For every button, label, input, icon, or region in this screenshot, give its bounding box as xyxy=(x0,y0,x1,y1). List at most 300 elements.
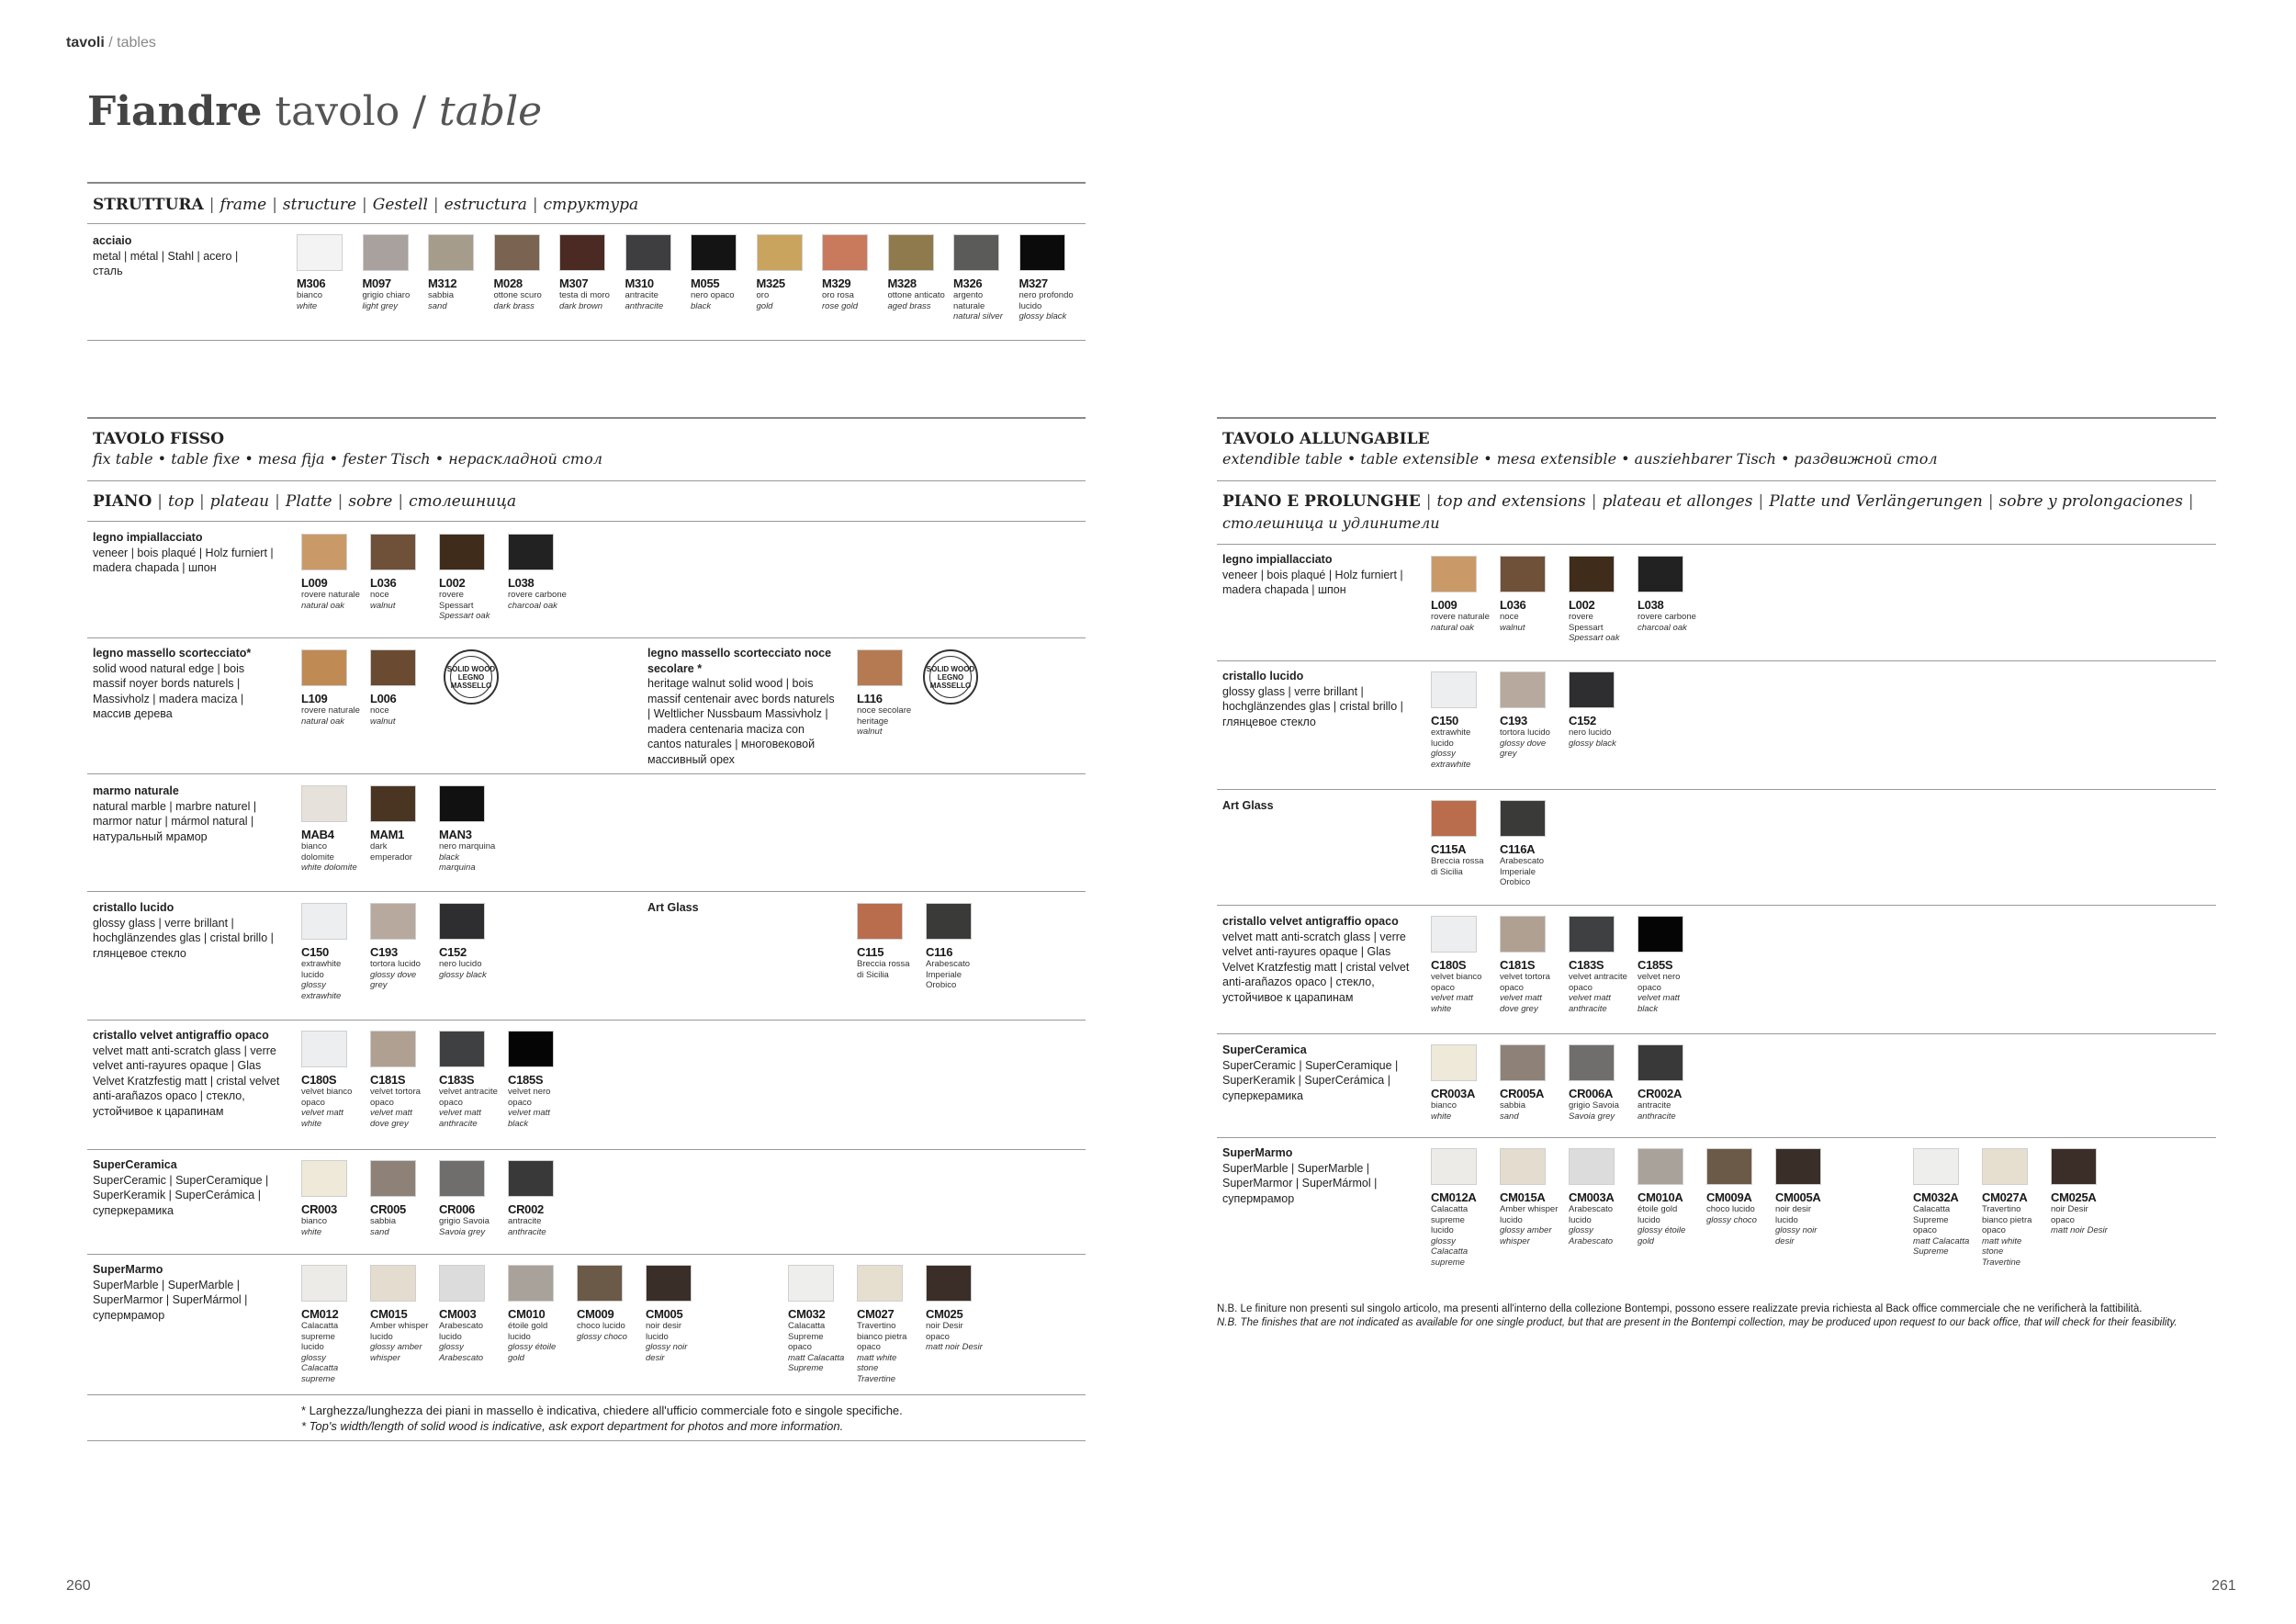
swatch-chip[interactable] xyxy=(1569,1044,1615,1081)
swatch-name-en: white xyxy=(297,300,318,311)
swatch-l036[interactable] xyxy=(370,534,416,611)
swatch-chip[interactable] xyxy=(370,903,416,940)
swatch-name-en: matt Calacatta Supreme xyxy=(1913,1235,1970,1257)
swatch-chip[interactable] xyxy=(1500,916,1546,953)
row-label-ext-veneer: legno impiallacciato veneer | bois plaqué | Holz furniert | madera chapada | шпон xyxy=(1222,553,1403,596)
swatch-chip[interactable] xyxy=(370,1160,416,1197)
swatch-name-en: glossy Arabescato xyxy=(439,1342,484,1363)
swatch-name: noir desir lucido xyxy=(646,1321,682,1342)
swatch-name: ottone scuro xyxy=(493,290,542,300)
swatch-name: ottone anticato xyxy=(887,290,945,300)
swatch-m329[interactable] xyxy=(822,234,868,311)
swatch-m097[interactable] xyxy=(363,234,409,311)
swatch-cm010a[interactable] xyxy=(1638,1148,1686,1246)
swatch-chip[interactable] xyxy=(370,1031,416,1067)
swatch-chip[interactable] xyxy=(1431,1148,1477,1185)
swatch-l036[interactable] xyxy=(1500,556,1546,633)
swatch-code: L038 xyxy=(1638,598,1664,612)
swatch-code: CM032A xyxy=(1913,1190,1959,1204)
swatch-chip[interactable] xyxy=(757,234,803,271)
swatch-code: C150 xyxy=(1431,714,1458,727)
swatch-name-en: matt white stone Travertine xyxy=(857,1352,897,1384)
swatch-cr005[interactable] xyxy=(370,1160,416,1237)
swatch-name-en: matt Calacatta Supreme xyxy=(788,1352,845,1373)
swatch-chip[interactable] xyxy=(301,1265,347,1302)
fisso-title: TAVOLO FISSO xyxy=(93,430,225,448)
row-label-supermarmo: SuperMarmo SuperMarble | SuperMarble | SuperMarmor | SuperMármol | супермрамор xyxy=(93,1263,248,1322)
swatch-c116[interactable] xyxy=(926,903,972,991)
swatch-chip[interactable] xyxy=(1500,556,1546,592)
swatch-code: CR005A xyxy=(1500,1087,1545,1100)
swatch-code: L009 xyxy=(301,576,328,590)
swatch-chip[interactable] xyxy=(888,234,934,271)
swatch-name: antracite xyxy=(508,1216,542,1226)
swatch-name-en: glossy black xyxy=(1569,738,1616,749)
swatch-name: rovere Spessart xyxy=(439,590,474,611)
swatch-cm015[interactable] xyxy=(370,1265,429,1363)
swatch-cm012a[interactable] xyxy=(1431,1148,1477,1268)
swatch-code: C152 xyxy=(439,945,467,959)
swatch-name: rovere naturale xyxy=(1431,612,1490,622)
swatch-chip[interactable] xyxy=(439,1031,485,1067)
swatch-l002[interactable] xyxy=(439,534,490,622)
swatch-name-en: glossy amber whisper xyxy=(1500,1225,1552,1246)
swatch-chip[interactable] xyxy=(370,534,416,570)
swatch-chip[interactable] xyxy=(439,785,485,822)
swatch-chip[interactable] xyxy=(788,1265,834,1302)
swatch-code: M306 xyxy=(297,276,326,290)
swatch-chip[interactable] xyxy=(1913,1148,1959,1185)
swatch-cr002a[interactable] xyxy=(1638,1044,1683,1122)
swatch-chip[interactable] xyxy=(1569,671,1615,708)
swatch-chip[interactable] xyxy=(1569,1148,1615,1185)
swatch-code: L038 xyxy=(508,576,535,590)
swatch-name: nero opaco xyxy=(691,290,735,300)
swatch-cm005[interactable] xyxy=(646,1265,692,1363)
swatch-code: C152 xyxy=(1569,714,1596,727)
swatch-name-en: black xyxy=(691,300,712,311)
swatch-chip[interactable] xyxy=(508,1031,554,1067)
swatch-name-en: charcoal oak xyxy=(1638,622,1687,633)
swatch-chip[interactable] xyxy=(508,1160,554,1197)
swatch-cr005a[interactable] xyxy=(1500,1044,1546,1122)
swatch-chip[interactable] xyxy=(1431,556,1477,592)
swatch-code: M097 xyxy=(362,276,391,290)
swatch-name: Calacatta supreme lucido xyxy=(1431,1204,1469,1235)
swatch-name-en: glossy Calacatta supreme xyxy=(1431,1235,1469,1268)
swatch-c185s[interactable] xyxy=(1638,916,1683,1014)
swatch-chip[interactable] xyxy=(1569,556,1615,592)
swatch-code: CM015 xyxy=(370,1307,408,1321)
swatch-name-en: rose gold xyxy=(822,300,859,311)
swatch-name: tortora lucido xyxy=(1500,727,1550,738)
swatch-chip[interactable] xyxy=(1500,800,1546,837)
swatch-m028[interactable] xyxy=(494,234,540,311)
breadcrumb-sub: / tables xyxy=(108,35,156,51)
fisso-note: * Larghezza/lunghezza dei piani in massello è indicativa, chiedere all'ufficio commerciale foto e singole specifiche. * Top's width/length of solid wood is indicative, ask export department for photos and more information. xyxy=(301,1404,903,1433)
allungabile-nb: N.B. Le finiture non presenti sul singolo articolo, ma presenti all'interno della collezione Bontempi, possono essere realizzate previa richiesta al Back office commerciale che ne verificherà la fattibilità. N.B. The finishes that are not indicated as available for one single product, but that are present in the Bontempi collection, may be produced upon request to our back office, that will check for their feasibility. xyxy=(1217,1303,2178,1328)
swatch-code: L036 xyxy=(370,576,397,590)
swatch-chip[interactable] xyxy=(1019,234,1065,271)
swatch-name-en: velvet matt black xyxy=(508,1108,550,1129)
swatch-name: nero lucido xyxy=(1569,727,1612,738)
swatch-chip[interactable] xyxy=(1638,916,1683,953)
swatch-l038[interactable] xyxy=(1638,556,1696,633)
swatch-chip[interactable] xyxy=(370,1265,416,1302)
swatch-code: CR006 xyxy=(439,1202,475,1216)
swatch-code: CM009 xyxy=(577,1307,614,1321)
swatch-name: bianco dolomite xyxy=(301,841,334,863)
swatch-name: Arabescato Imperiale Orobico xyxy=(926,959,971,990)
swatch-name: noce xyxy=(370,590,389,600)
swatch-name-en: glossy étoile gold xyxy=(1638,1225,1686,1246)
swatch-chip[interactable] xyxy=(857,649,903,686)
swatch-cm015a[interactable] xyxy=(1500,1148,1559,1246)
swatch-chip[interactable] xyxy=(1500,1148,1546,1185)
swatch-cm032[interactable] xyxy=(788,1265,845,1374)
swatch-c150[interactable] xyxy=(301,903,347,1001)
struttura-header: STRUTTURA | frame | structure | Gestell | estructura | структура xyxy=(93,196,639,214)
swatch-code: L006 xyxy=(370,692,397,705)
swatch-chip[interactable] xyxy=(646,1265,692,1302)
swatch-chip[interactable] xyxy=(1775,1148,1821,1185)
swatch-m307[interactable] xyxy=(559,234,610,311)
swatch-name: noce xyxy=(1500,612,1519,622)
swatch-name-en: glossy extrawhite xyxy=(301,980,342,1001)
breadcrumb xyxy=(66,35,156,51)
swatch-chip[interactable] xyxy=(2051,1148,2097,1185)
swatch-chip[interactable] xyxy=(577,1265,623,1302)
swatch-name-en: glossy noir desir xyxy=(1775,1225,1818,1246)
swatch-man3[interactable] xyxy=(439,785,496,874)
swatch-code: M028 xyxy=(493,276,523,290)
swatch-chip[interactable] xyxy=(1638,1044,1683,1081)
swatch-chip[interactable] xyxy=(1431,671,1477,708)
swatch-chip[interactable] xyxy=(1982,1148,2028,1185)
swatch-name: noir Desir opaco xyxy=(2051,1204,2088,1225)
swatch-c185s[interactable] xyxy=(508,1031,554,1129)
swatch-c180s[interactable] xyxy=(1431,916,1482,1014)
swatch-name-en: matt white stone Travertine xyxy=(1982,1235,2022,1268)
swatch-chip[interactable] xyxy=(370,785,416,822)
swatch-code: CM009A xyxy=(1706,1190,1752,1204)
swatch-name-en: white xyxy=(1431,1111,1452,1122)
swatch-chip[interactable] xyxy=(439,1265,485,1302)
swatch-code: C185S xyxy=(1638,958,1673,972)
swatch-c181s[interactable] xyxy=(1500,916,1550,1014)
swatch-code: MAB4 xyxy=(301,828,334,841)
swatch-code: M327 xyxy=(1019,276,1048,290)
swatch-c152[interactable] xyxy=(1569,671,1615,749)
swatch-chip[interactable] xyxy=(822,234,868,271)
swatch-name-en: glossy choco xyxy=(577,1331,627,1342)
swatch-code: MAM1 xyxy=(370,828,405,841)
swatch-m327[interactable] xyxy=(1019,234,1074,322)
swatch-name-en: walnut xyxy=(370,600,396,611)
swatch-name: oro rosa xyxy=(822,290,854,300)
swatch-cm032a[interactable] xyxy=(1913,1148,1970,1257)
swatch-chip[interactable] xyxy=(439,903,485,940)
swatch-chip[interactable] xyxy=(1431,1044,1477,1081)
swatch-name: sabbia xyxy=(370,1216,396,1226)
swatch-name-en: glossy black xyxy=(439,969,487,980)
swatch-chip[interactable] xyxy=(953,234,999,271)
swatch-name-en: natural silver xyxy=(953,311,1003,321)
swatch-chip[interactable] xyxy=(1431,916,1477,953)
swatch-chip[interactable] xyxy=(1500,671,1546,708)
swatch-name: nero marquina xyxy=(439,841,496,851)
swatch-mab4[interactable] xyxy=(301,785,357,874)
swatch-l009[interactable] xyxy=(1431,556,1490,633)
swatch-code: C181S xyxy=(370,1073,406,1087)
swatch-name: grigio Savoia xyxy=(1569,1100,1619,1111)
title-rest: tavolo / xyxy=(262,88,440,135)
swatch-chip[interactable] xyxy=(1500,1044,1546,1081)
swatch-chip[interactable] xyxy=(926,903,972,940)
swatch-chip[interactable] xyxy=(1638,1148,1683,1185)
swatch-code: L116 xyxy=(857,692,883,705)
swatch-name: choco lucido xyxy=(577,1321,625,1331)
swatch-m306[interactable] xyxy=(297,234,343,311)
swatch-cm025a[interactable] xyxy=(2051,1148,2108,1236)
swatch-name: dark emperador xyxy=(370,841,412,863)
swatch-code: CR002A xyxy=(1638,1087,1683,1100)
swatch-chip[interactable] xyxy=(363,234,409,271)
row-label-veneer: legno impiallacciato veneer | bois plaqué | Holz furniert | madera chapada | шпон xyxy=(93,531,274,574)
swatch-chip[interactable] xyxy=(691,234,737,271)
swatch-l038[interactable] xyxy=(508,534,567,611)
row-label-ext-glossy-glass: cristallo lucido glossy glass | verre brillant | hochglänzendes glas | cristal brillo | глянцевое стекло xyxy=(1222,670,1403,728)
swatch-c181s[interactable] xyxy=(370,1031,421,1129)
swatch-code: CM005 xyxy=(646,1307,683,1321)
swatch-chip[interactable] xyxy=(301,785,347,822)
swatch-cr003[interactable] xyxy=(301,1160,347,1237)
struttura-label: acciaio metal | métal | Stahl | acero | сталь xyxy=(93,234,239,277)
swatch-name: bianco xyxy=(1431,1100,1457,1111)
swatch-cr002[interactable] xyxy=(508,1160,554,1237)
swatch-c183s[interactable] xyxy=(1569,916,1627,1014)
swatch-chip[interactable] xyxy=(301,903,347,940)
swatch-name-en: gold xyxy=(756,300,773,311)
swatch-code: CM012A xyxy=(1431,1190,1477,1204)
swatch-code: CR003 xyxy=(301,1202,337,1216)
swatch-name: choco lucido xyxy=(1706,1204,1755,1214)
swatch-code: CR002 xyxy=(508,1202,544,1216)
swatch-code: L109 xyxy=(301,692,328,705)
swatch-chip[interactable] xyxy=(1706,1148,1752,1185)
swatch-code: C180S xyxy=(301,1073,337,1087)
swatch-chip[interactable] xyxy=(1431,800,1477,837)
swatch-cm005a[interactable] xyxy=(1775,1148,1821,1246)
swatch-m328[interactable] xyxy=(887,234,945,311)
swatch-code: CR003A xyxy=(1431,1087,1476,1100)
swatch-code: CM032 xyxy=(788,1307,826,1321)
swatch-name: rovere naturale xyxy=(301,590,360,600)
row-label-glossy-glass: cristallo lucido glossy glass | verre brillant | hochglänzendes glas | cristal brillo | глянцевое стекло xyxy=(93,901,274,960)
swatch-name-en: glossy extrawhite xyxy=(1431,749,1471,770)
swatch-name-en: glossy Arabescato xyxy=(1569,1225,1614,1246)
swatch-code: CM010A xyxy=(1638,1190,1683,1204)
swatch-code: C185S xyxy=(508,1073,544,1087)
swatch-code: L002 xyxy=(1569,598,1595,612)
swatch-chip[interactable] xyxy=(857,1265,903,1302)
swatch-name: sabbia xyxy=(1500,1100,1525,1111)
solid-wood-seal-icon: SOLID WOOD LEGNO MASSELLO xyxy=(923,649,978,705)
row-label-ext-art-glass: Art Glass xyxy=(1222,799,1274,812)
swatch-code: C180S xyxy=(1431,958,1467,972)
swatch-name: testa di moro xyxy=(559,290,610,300)
allungabile-subtitle: extendible table • table extensible • mesa extensible • ausziehbarer Tisch • раздвижной стол xyxy=(1222,450,1938,468)
swatch-name-en: charcoal oak xyxy=(508,600,557,611)
swatch-code: CM010 xyxy=(508,1307,546,1321)
swatch-name-en: natural oak xyxy=(1431,622,1475,633)
page-title xyxy=(87,88,542,135)
swatch-cm012[interactable] xyxy=(301,1265,347,1384)
swatch-cm010[interactable] xyxy=(508,1265,557,1363)
swatch-name-en: walnut xyxy=(1500,622,1525,633)
swatch-name: noce xyxy=(370,705,389,716)
swatch-cm025[interactable] xyxy=(926,1265,983,1353)
swatch-name-en: Spessart oak xyxy=(439,611,490,621)
row-label-heritage-walnut: legno massello scortecciato noce secolare * heritage walnut solid wood | bois massif centenair avec bords naturels | Weltlicher Nussbaum Massivholz | madera centenaria maciza con cantos naturales | многовековой массивный орех xyxy=(647,647,835,766)
swatch-c115a[interactable] xyxy=(1431,800,1484,877)
swatch-c152[interactable] xyxy=(439,903,485,980)
swatch-name-en: sand xyxy=(1500,1111,1519,1122)
swatch-cm003a[interactable] xyxy=(1569,1148,1615,1246)
swatch-cr003a[interactable] xyxy=(1431,1044,1477,1122)
swatch-c183s[interactable] xyxy=(439,1031,498,1129)
swatch-cm009a[interactable] xyxy=(1706,1148,1757,1225)
swatch-chip[interactable] xyxy=(297,234,343,271)
swatch-name-en: velvet matt anthracite xyxy=(439,1108,481,1129)
swatch-chip[interactable] xyxy=(559,234,605,271)
swatch-chip[interactable] xyxy=(428,234,474,271)
swatch-chip[interactable] xyxy=(1638,556,1683,592)
swatch-mam1[interactable] xyxy=(370,785,416,863)
swatch-cr006a[interactable] xyxy=(1569,1044,1619,1122)
swatch-chip[interactable] xyxy=(301,1031,347,1067)
swatch-chip[interactable] xyxy=(1569,916,1615,953)
swatch-chip[interactable] xyxy=(370,649,416,686)
swatch-name: rovere carbone xyxy=(1638,612,1696,622)
swatch-chip[interactable] xyxy=(508,534,554,570)
swatch-name: Calacatta Supreme opaco xyxy=(788,1321,826,1352)
swatch-code: M310 xyxy=(625,276,654,290)
swatch-cm027a[interactable] xyxy=(1982,1148,2032,1268)
swatch-c193[interactable] xyxy=(1500,671,1550,760)
swatch-l116[interactable] xyxy=(857,649,912,738)
swatch-name: velvet bianco opaco xyxy=(301,1087,353,1108)
swatch-name-en: walnut xyxy=(370,716,396,727)
swatch-name: velvet nero opaco xyxy=(1638,972,1681,993)
swatch-code: C183S xyxy=(439,1073,475,1087)
swatch-m312[interactable] xyxy=(428,234,474,311)
swatch-name: Travertino bianco pietra opaco xyxy=(1982,1204,2032,1235)
swatch-code: L036 xyxy=(1500,598,1526,612)
swatch-m310[interactable] xyxy=(625,234,671,311)
swatch-code: CR005 xyxy=(370,1202,406,1216)
swatch-code: MAN3 xyxy=(439,828,472,841)
swatch-chip[interactable] xyxy=(508,1265,554,1302)
swatch-c180s[interactable] xyxy=(301,1031,353,1129)
swatch-code: CM003A xyxy=(1569,1190,1615,1204)
swatch-name: nero lucido xyxy=(439,959,482,969)
swatch-code: C115A xyxy=(1431,842,1467,856)
swatch-m326[interactable] xyxy=(953,234,1003,322)
swatch-chip[interactable] xyxy=(301,649,347,686)
swatch-name-en: glossy amber whisper xyxy=(370,1342,422,1363)
swatch-l109[interactable] xyxy=(301,649,360,727)
row-label-superceramica: SuperCeramica SuperCeramic | SuperCeramique | SuperKeramik | SuperCerámica | суперкерамика xyxy=(93,1158,269,1217)
swatch-chip[interactable] xyxy=(439,1160,485,1197)
swatch-name-en: velvet matt white xyxy=(1431,993,1473,1014)
swatch-c193[interactable] xyxy=(370,903,421,991)
swatch-chip[interactable] xyxy=(926,1265,972,1302)
swatch-code: M055 xyxy=(691,276,720,290)
swatch-cr006[interactable] xyxy=(439,1160,490,1237)
swatch-l002[interactable] xyxy=(1569,556,1620,644)
swatch-chip[interactable] xyxy=(301,534,347,570)
swatch-code: M326 xyxy=(953,276,983,290)
swatch-chip[interactable] xyxy=(857,903,903,940)
swatch-name-en: velvet matt dove grey xyxy=(370,1108,412,1129)
swatch-cm009[interactable] xyxy=(577,1265,627,1342)
swatch-l009[interactable] xyxy=(301,534,360,611)
swatch-name-en: glossy dove grey xyxy=(370,969,417,990)
row-label-solid-wood: legno massello scortecciato* solid wood natural edge | bois massif noyer bords naturels | Massivholz | madera maciza | массив дерева xyxy=(93,647,252,720)
swatch-name: velvet nero opaco xyxy=(508,1087,551,1108)
allungabile-piano-header: PIANO E PROLUNGHE | top and extensions | plateau et allonges | Platte und Verlängerungen | sobre y prolongaciones | xyxy=(1222,492,2194,511)
swatch-code: CM025 xyxy=(926,1307,963,1321)
row-label-velvet-glass: cristallo velvet antigraffio opaco velvet matt anti-scratch glass | verre velvet anti-rayures opaque | Glas Velvet Kratzfestig matt | cristal velvet anti-arañazos opaco | стекло, устойчивое к царапинам xyxy=(93,1029,280,1118)
swatch-name: velvet bianco opaco xyxy=(1431,972,1482,993)
swatch-name: nero profondo lucido xyxy=(1019,290,1074,311)
swatch-name-en: light grey xyxy=(362,300,399,311)
swatch-name: extrawhite lucido xyxy=(1431,727,1471,749)
breadcrumb-main[interactable]: tavoli xyxy=(66,35,105,51)
swatch-chip[interactable] xyxy=(301,1160,347,1197)
swatch-cm027[interactable] xyxy=(857,1265,907,1384)
swatch-m055[interactable] xyxy=(691,234,737,311)
swatch-code: C193 xyxy=(1500,714,1527,727)
swatch-c116a[interactable] xyxy=(1500,800,1546,888)
swatch-name: Amber whisper lucido xyxy=(370,1321,429,1342)
swatch-code: CM027 xyxy=(857,1307,895,1321)
swatch-name: tortora lucido xyxy=(370,959,421,969)
swatch-name: noir desir lucido xyxy=(1775,1204,1812,1225)
swatch-chip[interactable] xyxy=(439,534,485,570)
swatch-name-en: Savoia grey xyxy=(1569,1111,1615,1122)
swatch-name-en: dark brass xyxy=(493,300,535,311)
swatch-name-en: velvet matt black xyxy=(1638,993,1680,1014)
swatch-cm003[interactable] xyxy=(439,1265,485,1363)
swatch-c115[interactable] xyxy=(857,903,910,980)
swatch-name-en: glossy choco xyxy=(1706,1214,1757,1225)
swatch-name-en: glossy Calacatta supreme xyxy=(301,1352,339,1384)
swatch-chip[interactable] xyxy=(625,234,671,271)
row-label-art-glass: Art Glass xyxy=(647,901,699,914)
swatch-l006[interactable] xyxy=(370,649,416,727)
swatch-name-en: anthracite xyxy=(1638,1111,1676,1122)
swatch-name: velvet tortora opaco xyxy=(370,1087,421,1108)
swatch-chip[interactable] xyxy=(494,234,540,271)
swatch-m325[interactable] xyxy=(757,234,803,311)
swatch-code: CM012 xyxy=(301,1307,339,1321)
swatch-code: CM025A xyxy=(2051,1190,2097,1204)
swatch-name: argento naturale xyxy=(953,290,985,311)
allungabile-piano-header-2: столешница и удлинители xyxy=(1222,514,1440,532)
swatch-c150[interactable] xyxy=(1431,671,1477,770)
